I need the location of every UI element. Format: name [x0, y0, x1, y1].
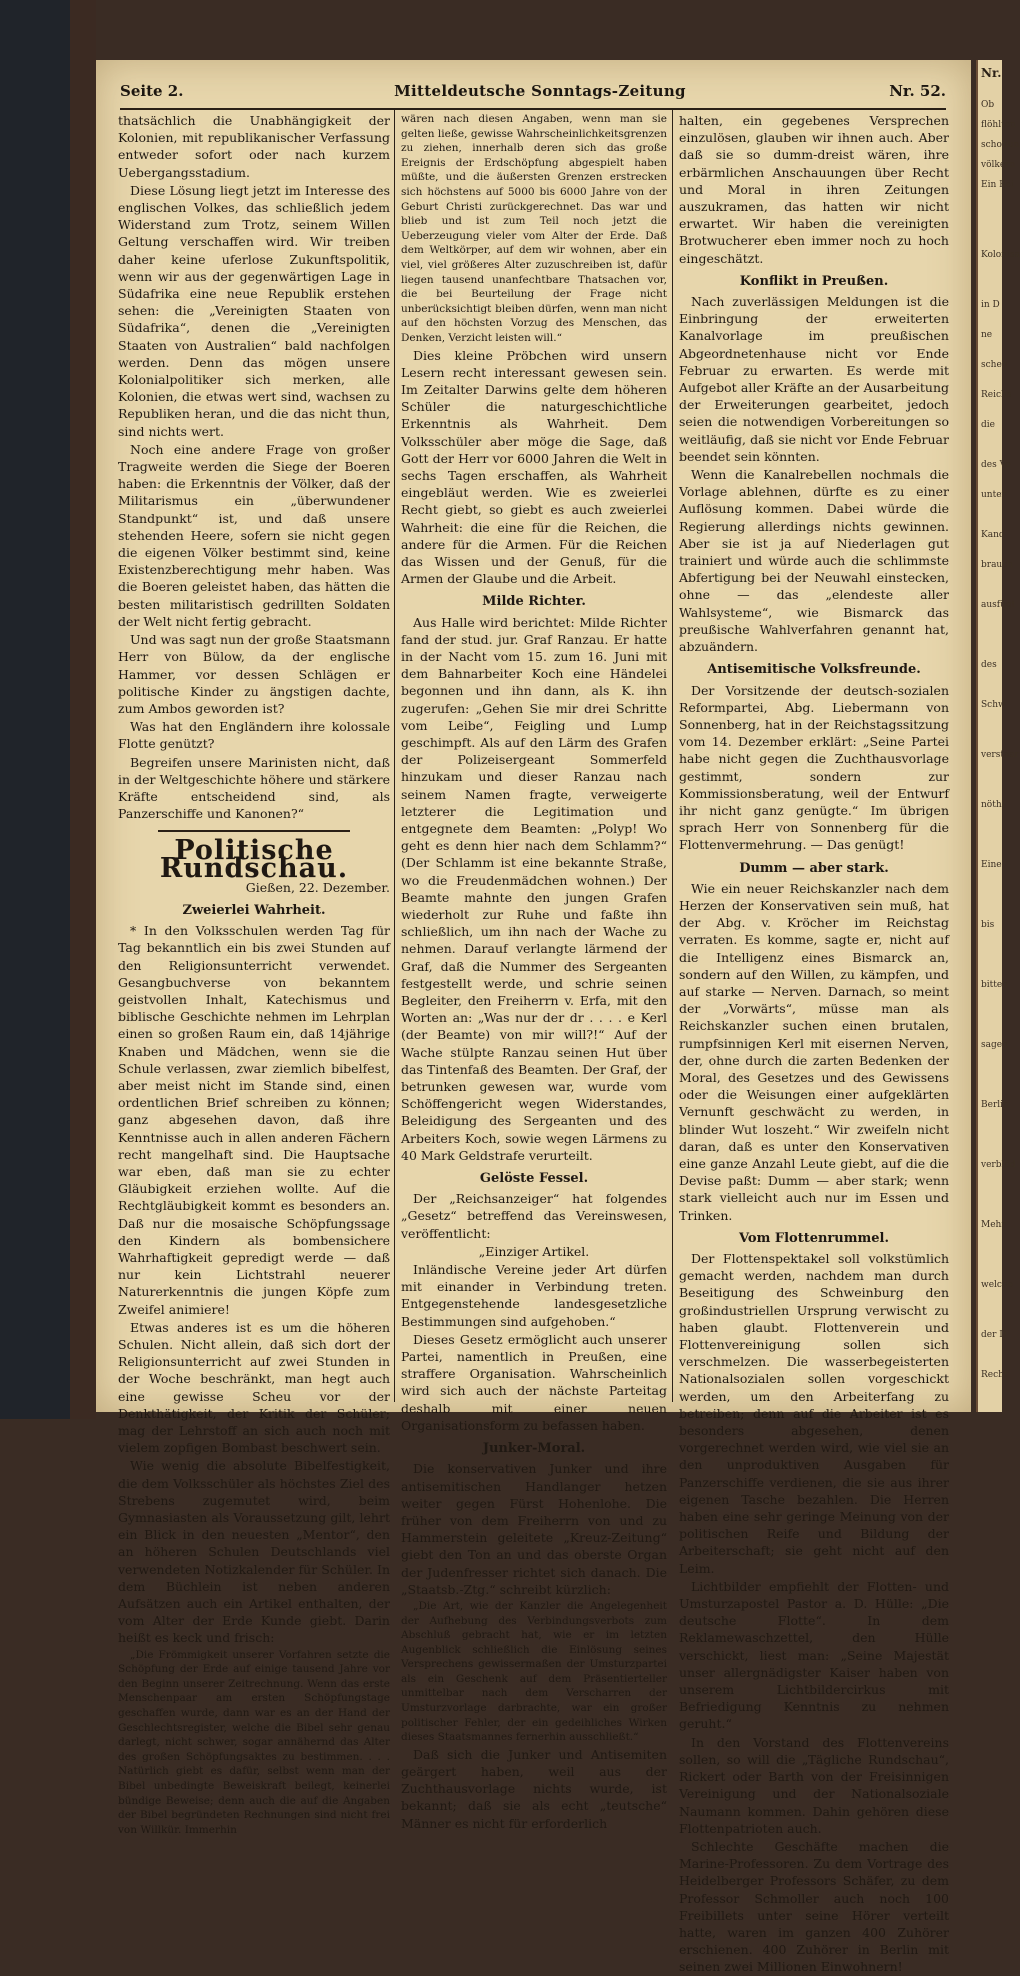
paragraph: Der Flottenspektakel soll volkstümlich gemacht werden, nachdem man durch Beseitigung des Schweinburg den großindustriellen Ursprung verwischt zu haben glaubt. Flottenverein und Flottenvereinigung sollen sich verschmelzen. Die wasserbegeisterten Nationalsozialen sollen vorgeschickt werden, um den Arbeiterfang zu betreiben; denn auf die Arbeiter ist es besonders abgesehen, denen vorgerechnet werden wird, wie viel sie an den unproduktiven Ausgaben für Panzerschiffe verdienen, die sie aus ihrer eigenen Tasche bezahlen. Die Herren haben eine sehr geringe Meinung von der politischen Reife und Bildung der Arbeiterschaft; sie geht nicht auf den Leim. — [679, 1251, 949, 1576]
page-header — [120, 82, 946, 110]
next-page-fragment: sagen — [981, 1040, 1008, 1050]
quotation: „Die Frömmigkeit unserer Vorfahren setzte die Schöpfung der Erde auf einige tausend Jahre vor den Beginn unserer Zeitrechnung. Wenn das erste Menschenpaar am ersten Schöpfungstage geschaffen wurde, dann war es an der Hand der Geschlechtsregister, welche die Bibel sehr genau darlegt, nicht schwer, sogar annähernd das Alter des großen Schöpfungsaktes zu bestimmen. . . . Natürlich giebt es dafür, selbst wenn man der Bibel unbedingte Beweiskraft beilegt, keinerlei bündige Beweise; denn auch die auf die Angaben der Bibel begründeten Rechnungen sind nicht frei von Willkür. Immerhin — [118, 1648, 390, 1836]
next-page-header: Nr. — [981, 66, 1002, 80]
next-page-fragment: Eine — [981, 860, 1002, 870]
next-page-fragment: schen — [981, 360, 1008, 370]
next-page-fragment: ausfügt — [981, 600, 1016, 610]
paragraph: Nach zuverlässigen Meldungen ist die Einbringung der erweiterten Kanalvorlage im preußischen Abgeordnetenhause nicht vor Ende Februar zu erwarten. Es werde mit Aufgebot aller Kräfte an der Ausarbeitung der Erweiterungen gearbeitet, jedoch seien die notwendigen Vorbereitungen so weitläufig, daß sie nicht vor Ende Februar beendet sein könnten. — [679, 294, 949, 464]
article-heading: Gelöste Fessel. — [479, 1171, 589, 1187]
paragraph: Etwas anderes ist es um die höheren Schulen. Nicht allein, daß sich dort der Religionsunterricht auf zwei Stunden in der Woche beschränkt, man hegt auch eine gewisse Scheu vor der Denkthätigkeit, der Kritik der Schüler; mag der Lehrstoff an sich auch noch mit vielem zopfigen Bombast beschwert sein. — [118, 1319, 390, 1456]
paragraph: thatsächlich die Unabhängigkeit der Kolonien, mit republikanischer Verfassung entweder sofort oder nach kurzem Uebergangsstadium. — [118, 113, 390, 180]
paragraph: Diese Lösung liegt jetzt im Interesse des englischen Volkes, das schließlich jedem Widerstand zum Trotz, seinem Willen Geltung verschaffen wird. Wir treiben daher keine uferlose Zukunftspolitik, wenn wir aus der gegenwärtigen Lage in Südafrika eine neue Republik erstehen sehen: die „Vereinigten Staaten von Südafrika“, denen die „Vereinigten Staaten von Australien“ bald nachfolgen werden. Denn das mögen unsere Kolonialpolitiker sich merken, alle Kolonien, die etwas wert sind, wachsen zu Republiken heran, und die das nicht thun, sind nichts wert. — [118, 182, 390, 439]
next-page-fragment: brauch — [981, 560, 1014, 570]
next-page-fragment: verblöd — [981, 1160, 1016, 1170]
section-title: Politische Rundschau. — [159, 835, 349, 884]
next-page-fragment: bis — [981, 920, 995, 930]
paragraph: Der „Reichsanzeiger“ hat folgendes „Gesetz“ betreffend das Vereinswesen, veröffentlicht: — [401, 1191, 667, 1241]
next-page-fragment: völkern — [981, 160, 1016, 170]
paragraph: halten, ein gegebenes Versprechen einzulösen, glauben wir ihnen auch. Aber daß sie so dumm-dreist wären, ihre erbärmlichen Anschauungen über Recht und Moral in ihren Zeitungen auszukramen, das hatten wir nicht erwartet. Wir haben die vereinigten Brotwucherer eben immer noch zu hoch eingeschätzt. — [679, 113, 949, 266]
article-heading: Junker-Moral. — [482, 1441, 586, 1457]
paragraph: Und was sagt nun der große Staatsmann Herr von Bülow, da der englische Hammer, vor dessen Schlägen er politische Kinder zu ängstigen dachte, zum Ambos geworden ist? — [118, 632, 390, 716]
next-page-fragment: des Vo — [981, 460, 1011, 470]
next-page-fragment: der D — [981, 1330, 1007, 1340]
next-page-fragment: Reichs — [981, 390, 1012, 400]
section-divider — [158, 830, 350, 832]
next-page-fragment: nöthi — [981, 800, 1005, 810]
article-heading: Zweierlei Wahrheit. — [182, 902, 326, 918]
paragraph: Inländische Vereine jeder Art dürfen mit einander in Verbindung treten. Entgegenstehende landesgesetzliche Bestimmungen sind aufgehoben.“ — [401, 1262, 667, 1329]
paragraph: Dies kleine Pröbchen wird unsern Lesern recht interessant gewesen sein. Im Zeitalter Darwins gelte dem höheren Schüler die naturgeschichtliche Erkenntnis als Wahrheit. Dem Volksschüler aber möge die Sage, daß Gott der Herr vor 6000 Jahren die Welt in sechs Tagen erschaffen, als Wahrheit eingebläut werden. Wie es zweierlei Recht giebt, so giebt es auch zweierlei Wahrheit: die eine für die Reichen, die andere für die Armen. Für die Reichen das Wissen und der Genuß, für die Armen der Glaube und die Arbeit. — [401, 347, 667, 587]
column-divider — [394, 110, 395, 1402]
paragraph: Was hat den Engländern ihre kolossale Flotte genützt? — [118, 719, 390, 752]
column-divider — [672, 110, 673, 1402]
paragraph: Schlechte Geschäfte machen die Marine-Professoren. Zu dem Vortrage des Heidelberger Professors Schäfer, zu dem Professor Schmoller auch noch 100 Freibillets unter seine Hörer verteilt hatte, waren im ganzen 400 Zuhörer erschienen. 400 Zuhörer in Berlin mit seinen zwei Millionen Einwohnern! — [679, 1838, 949, 1975]
next-page-fragment: bitten — [981, 980, 1008, 990]
quotation: „Die Art, wie der Kanzler die Angelegenheit der Aufhebung des Verbindungsverbots zum Abschluß gebracht hat, wie er im letzten Augenblick schließlich die Einlösung seines Versprechens gewissermaßen der Umsturzpartei als ein Geschenk auf dem Präsentierteller unmittelbar nach dem Verscharren der Umsturzvorlage darbrachte, war ein großer politischer Fehler, der ein gedeihliches Wirken dieses Staatsmannes fernerhin ausschließt.“ — [401, 1599, 667, 1744]
issue-number: Nr. 52. — [889, 82, 946, 100]
article-heading: Konflikt in Preußen. — [739, 273, 889, 289]
next-page-fragment: verstaar — [981, 750, 1019, 760]
paragraph: Dieses Gesetz ermöglicht auch unserer Partei, namentlich in Preußen, eine straffere Organisation. Wahrscheinlich wird sich auch der nächste Parteitag deshalb mit einer neuen Organisationsform zu befassen haben. — [401, 1331, 667, 1433]
page-number: Seite 2. — [120, 82, 184, 100]
binding-edge — [0, 0, 96, 1419]
article-heading: Dumm — aber stark. — [739, 860, 889, 876]
paragraph: „Einziger Artikel. — [478, 1243, 590, 1259]
article-heading: Antisemitische Volksfreunde. — [707, 662, 921, 678]
next-page-fragment: in D — [981, 300, 1000, 310]
paragraph: Wie ein neuer Reichskanzler nach dem Herzen der Konservativen sein muß, hat der Abg. v. Kröcher im Reichstag verraten. Es komme, sagte er, nicht auf die Intelligenz eines Bismarck an, sondern auf den Willen, zu kämpfen, und auf starke — Nerven. Darnach, so meint der „Vorwärts“, müsse man als Reichskanzler suchen einen brutalen, rumpfsinnigen Kerl mit eisernen Nerven, der, ohne durch die zarten Bedenken der Moral, des Gesetzes und des Gewissens oder die Weisungen einer aufgeklärten Vernunft geschwächt zu werden, in blinder Wut loszeht.“ Wir zweifeln nicht daran, daß es unter den Konservativen eine ganze Anzahl Leute giebt, auf die die Devise paßt: Dumm — aber stark; wenn stark vielleicht auch nur im Essen und Trinken. — [679, 880, 949, 1223]
next-page-fragment: Ob — [981, 100, 995, 110]
column-3 — [679, 112, 949, 1975]
next-page-fragment: Recht — [981, 1370, 1008, 1380]
next-page-fragment: ne — [981, 330, 993, 340]
paragraph: Lichtbilder empfiehlt der Flotten- und Umsturzapostel Pastor a. D. Hülle: „Die deutsche Flotte“. In dem Reklamewaschzettel, den Hülle verschickt, liest man: „Seine Majestät unser allergnädigster Kaiser haben von unserem Lichtbildercirkus mit Befriedigung Kenntnis zu nehmen geruht.“ — [679, 1578, 949, 1732]
next-page-fragment: Berlin — [981, 1100, 1009, 1110]
next-page-fragment: unter — [981, 490, 1006, 500]
paragraph: * In den Volksschulen werden Tag für Tag bekanntlich ein bis zwei Stunden auf den Religionsunterricht verwendet. Gesangbuchverse von bekanntem geistvollen Inhalt, Katechismus und biblische Geschichte nehmen im Lehrplan einen so großen Raum ein, daß 14jährige Knaben und Mädchen, wenn sie die Schule verlassen, zwar ziemlich bibelfest, aber meist nicht im Stande sind, einen ordentlichen Brief schreiben zu können; ganz abgesehen davon, daß ihre Kenntnisse auch in allen anderen Fächern recht mangelhaft sind. Die Hauptsache war eben, daß man sie zu echter Gläubigkeit erziehen wollte. Auf die Rechtgläubigkeit kommt es besonders an. Daß nur die mosaische Schöpfungssage den Kindern als bombensichere Wahrhaftigkeit gepredigt werde — daß nur kein Lichtstrahl neuerer Naturerkenntnis die jungen Köpfe zum Zweifel animiere! — [118, 923, 390, 1317]
paragraph: Begreifen unsere Marinisten nicht, daß in der Weltgeschichte höhere und stärkere Kräfte entscheidend sind, als Panzerschiffe und Kanonen?“ — [118, 754, 390, 822]
dateline: Gießen, 22. Dezember. — [245, 879, 390, 895]
article-heading: Milde Richter. — [482, 594, 586, 610]
next-page-fragment: schonun — [981, 140, 1020, 150]
paragraph: Wenn die Kanalrebellen nochmals die Vorlage ablehnen, dürfte es zu einer Auflösung kommen. Dabei würde die Regierung allerdings nichts gewinnen. Aber sie ist ja auf Niederlagen gut trainiert und würde auch die schlimmste Abfertigung bei der Neuwahl einstecken, ohne — das „elendeste aller Wahlsysteme“, wie Bismarck das preußische Wahlverfahren genannt hat, abzuändern. — [679, 467, 949, 655]
paragraph: Aus Halle wird berichtet: Milde Richter fand der stud. jur. Graf Ranzau. Er hatte in der Nacht vom 15. zum 16. Juni mit dem Bahnarbeiter Koch eine Händelei begonnen und ihn dann, als K. ihn zugerufen: „Gehen Sie mir drei Schritte vom Leibe“, Feigling und Lump geschimpft. Als auf den Lärm des Grafen der Polizeisergeant Sommerfeld hinzukam und dieser Ranzau nach seinem Namen fragte, verweigerte letzterer die Legitimation und entgegnete dem Beamten: „Polyp! Wo geht es denn hier nach dem Schlamm?“ (Der Schlamm ist eine bekannte Straße, wo die Freudenmädchen wohnen.) Der Beamte mahnte den jungen Grafen wiederholt zur Ruhe und faßte ihn schließlich, um ihn nach der Wache zu nehmen. Darauf verlangte lärmend der Graf, daß die Nummer des Sergeanten festgestellt werde, und schrie seinen Begleiter, den Freiherrn v. Erfa, mit den Worten an: „Was nur der dr . . . . e Kerl (der Beamte) von mir will?!“ Auf der Wache stülpte Ranzau seinen Hut über das Tintenfaß des Beamten. Der Graf, der betrunken gewesen war, wurde vom Schöffengericht wegen Widerstandes, Beleidigung des Sergeanten und des Arbeiters Koch, sowie wegen Lärmens zu 40 Mark Geldstrafe verurteilt. — [401, 614, 667, 1163]
paragraph: Der Vorsitzende der deutsch-sozialen Reformpartei, Abg. Liebermann von Sonnenberg, hat in der Reichstagssitzung vom 14. Dezember erklärt: „Seine Partei habe nicht gegen die Zuchthausvorlage gestimmt, sondern zur Kommissionsberatung, weil der Entwurf ihr nicht ganz genügte.“ Im übrigen sprach Herr von Sonnenberg für die Flottenvermehrung. — Das genügt! — [679, 682, 949, 853]
paragraph: In den Vorstand des Flottenvereins sollen, so will die „Tägliche Rundschau“, Rickert oder Barth von der Freisinnigen Vereinigung und der Nationalsoziale Naumann kommen. Dahin gehören diese Flottenpatrioten auch. — [679, 1734, 949, 1836]
next-page-fragment: Schw — [981, 700, 1006, 710]
newspaper-title: Mitteldeutsche Sonntags-Zeitung — [394, 82, 686, 100]
next-page-fragment: Kand — [981, 530, 1005, 540]
next-page-fragment: welche — [981, 1280, 1014, 1290]
paragraph: Die konservativen Junker und ihre antisemitischen Handlanger hetzen weiter gegen Fürst Hohenlohe. Die früher von dem Freiherrn von und zu Hammerstein geleitete „Kreuz-Zeitung“ giebt den Ton an und das oberste Organ der Judenfresser richtet sich danach. Die „Staatsb.-Ztg.“ schreibt kürzlich: — [401, 1461, 667, 1597]
paragraph: Noch eine andere Frage von großer Tragweite werden die Siege der Boeren haben: die Erkenntnis der Völker, daß der Militarismus ein „überwundener Standpunkt“ ist, und daß unsere stehenden Heere, sofern sie nicht gegen die eigenen Völker bestimmt sind, keine Existenzberechtigung mehr haben. Was die Boeren geleistet haben, das hätten die besten militaristisch gedrillten Soldaten der Welt nicht fertig gebracht. — [118, 441, 390, 629]
next-page-fragment: flöhlten — [981, 120, 1016, 130]
next-page-fragment: die — [981, 420, 995, 430]
column-1 — [118, 112, 390, 1836]
next-page-edge — [976, 60, 1020, 1412]
quotation: wären nach diesen Angaben, wenn man sie gelten ließe, gewisse Wahrscheinlichkeitsgrenzen zu ziehen, innerhalb deren sich das große Ereignis der Erdschöpfung abgespielt haben müßte, und die äußersten Grenzen erstrecken sich höchstens auf 5000 bis 6000 Jahre von der Geburt Christi zurückgerechnet. Das war und blieb und ist zum Teil noch jetzt die Ueberzeugung vieler vom Alter der Erde. Daß dem Weltkörper, auf dem wir wohnen, aber ein viel, viel größeres Alter zuzuschreiben ist, dafür liegen tausend unanfechtbare Thatsachen vor, die bei Beurteilung der Frage nicht unberücksichtigt bleiben dürfen, wenn man nicht auf den höchsten Vorzug des Menschen, das Denken, Verzicht leisten will.“ — [401, 113, 667, 344]
newspaper-page — [96, 60, 971, 1975]
article-heading: Vom Flottenrummel. — [739, 1230, 889, 1246]
paragraph: Daß sich die Junker und Antisemiten geärgert haben, weil aus der Zuchthausvorlage nichts wurde, ist bekannt; daß sie als echt „teutsche“ Männer es nicht für erforderlich — [401, 1746, 667, 1831]
next-page-fragment: Kolonisa — [981, 250, 1020, 260]
next-page-fragment: Mehr — [981, 1220, 1006, 1230]
paragraph: Wie wenig die absolute Bibelfestigkeit, die dem Volksschüler als höchstes Ziel des Strebens zugemutet wird, beim Gymnasiasten als Voraussetzung gilt, lehrt ein Blick in den neuesten „Mentor“, den an höheren Schulen Deutschlands viel verwendeten Notizkalender für Schüler. In dem Büchlein ist neben anderen Aufsätzen auch ein Artikel enthalten, der vom Alter der Erde Kunde giebt. Darin heißt es keck und frisch: — [118, 1458, 390, 1646]
next-page-fragment: des — [981, 660, 997, 670]
next-page-fragment: Ein Bei — [981, 180, 1014, 190]
column-2 — [401, 112, 667, 1831]
